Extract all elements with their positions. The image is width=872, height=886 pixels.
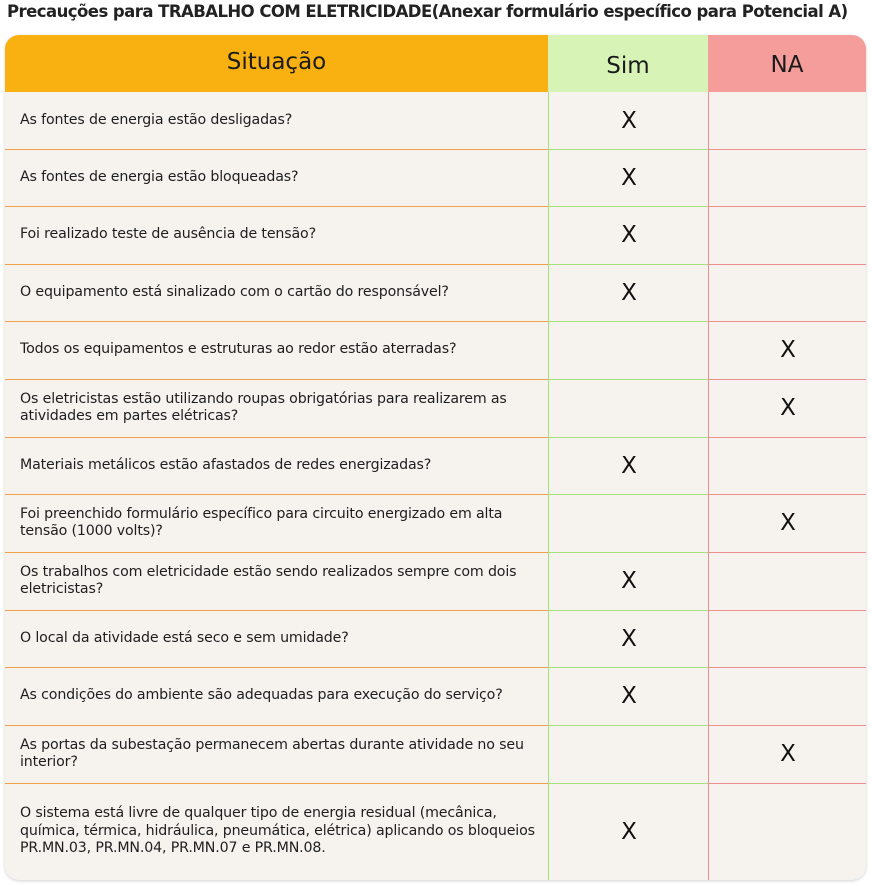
na-mark xyxy=(710,552,866,610)
sim-mark xyxy=(550,725,708,783)
na-mark xyxy=(710,437,866,494)
row-divider xyxy=(5,494,548,495)
question-text: Os trabalhos com eletricidade estão sendo realizados sempre com dois eletricistas? xyxy=(20,563,517,597)
row-divider xyxy=(708,149,866,150)
question-cell xyxy=(20,494,540,552)
question-cell xyxy=(20,379,540,437)
row-divider xyxy=(5,552,548,553)
question-cell xyxy=(20,92,540,149)
row-divider xyxy=(548,264,708,265)
sim-mark xyxy=(550,379,708,437)
row-divider xyxy=(5,437,548,438)
question-cell xyxy=(20,321,540,379)
row-divider xyxy=(5,321,548,322)
table-row xyxy=(5,379,866,437)
row-divider xyxy=(708,206,866,207)
table-row xyxy=(5,206,866,264)
row-divider xyxy=(708,667,866,668)
table-row xyxy=(5,437,866,494)
question-cell xyxy=(20,149,540,206)
na-mark xyxy=(710,783,866,880)
row-divider xyxy=(548,149,708,150)
row-divider xyxy=(548,610,708,611)
column-header-situacao: Situação xyxy=(5,35,548,92)
row-divider xyxy=(708,610,866,611)
row-divider xyxy=(708,379,866,380)
row-divider xyxy=(548,667,708,668)
sim-mark xyxy=(550,494,708,552)
row-divider xyxy=(5,667,548,668)
row-divider xyxy=(708,264,866,265)
question-cell xyxy=(20,725,540,783)
row-divider xyxy=(5,206,548,207)
na-mark: X xyxy=(780,741,796,767)
sim-mark: X xyxy=(621,625,637,652)
question-cell xyxy=(20,206,540,264)
sim-mark: X xyxy=(621,107,637,134)
question-text: O equipamento está sinalizado com o cartão do responsável? xyxy=(20,283,449,300)
row-divider xyxy=(5,379,548,380)
na-mark: X xyxy=(780,395,796,421)
row-divider xyxy=(548,321,708,322)
question-cell xyxy=(20,610,540,667)
table-row xyxy=(5,321,866,379)
na-mark xyxy=(710,149,866,206)
question-text: O local da atividade está seco e sem umidade? xyxy=(20,629,349,646)
question-cell xyxy=(20,552,540,610)
question-text: As condições do ambiente são adequadas para execução do serviço? xyxy=(20,687,503,704)
column-header-na: NA xyxy=(708,35,866,92)
table-row xyxy=(5,494,866,552)
na-mark: X xyxy=(780,510,796,536)
question-cell xyxy=(20,264,540,321)
sim-mark: X xyxy=(621,683,637,709)
row-divider xyxy=(548,379,708,380)
question-cell xyxy=(20,667,540,725)
na-mark xyxy=(710,610,866,667)
row-divider xyxy=(708,783,866,784)
table-row xyxy=(5,264,866,321)
row-divider xyxy=(708,552,866,553)
sim-mark xyxy=(550,321,708,379)
column-header-sim: Sim xyxy=(548,35,708,92)
sim-mark: X xyxy=(621,222,637,248)
row-divider xyxy=(548,494,708,495)
page-title: Precauções para TRABALHO COM ELETRICIDADE(Anexar formulário específico para Potencial A) xyxy=(7,2,848,21)
question-text: As fontes de energia estão desligadas? xyxy=(20,111,293,128)
row-divider xyxy=(548,206,708,207)
table-row xyxy=(5,667,866,725)
row-divider xyxy=(5,783,548,784)
row-divider xyxy=(5,149,548,150)
sim-mark: X xyxy=(621,452,637,479)
row-divider xyxy=(548,783,708,784)
question-text: Foi realizado teste de ausência de tensão? xyxy=(20,226,316,243)
question-text: Os eletricistas estão utilizando roupas obrigatórias para realizarem as atividades em partes elétricas? xyxy=(20,390,507,424)
na-mark: X xyxy=(780,337,796,363)
sim-mark: X xyxy=(621,164,637,191)
na-mark xyxy=(710,206,866,264)
table-row xyxy=(5,552,866,610)
question-text: Materiais metálicos estão afastados de redes energizadas? xyxy=(20,456,432,473)
question-text: O sistema está livre de qualquer tipo de energia residual (mecânica, química, térmica, hidráulica, pneumática, elétrica) aplicando os bloqueios PR.MN.03, PR.MN.04, PR.MN.07 e PR.MN.08. xyxy=(20,805,535,857)
row-divider xyxy=(548,437,708,438)
table-row xyxy=(5,610,866,667)
table-row xyxy=(5,149,866,206)
question-text: As portas da subestação permanecem abertas durante atividade no seu interior? xyxy=(20,736,524,770)
question-text: Todos os equipamentos e estruturas ao redor estão aterradas? xyxy=(20,341,457,358)
row-divider xyxy=(708,725,866,726)
question-cell xyxy=(20,437,540,494)
na-mark xyxy=(710,264,866,321)
table-row xyxy=(5,725,866,783)
row-divider xyxy=(708,437,866,438)
row-divider xyxy=(5,610,548,611)
row-divider xyxy=(548,552,708,553)
table-row xyxy=(5,92,866,149)
row-divider xyxy=(548,725,708,726)
sim-mark: X xyxy=(621,818,637,845)
sim-mark: X xyxy=(621,568,637,594)
question-text: As fontes de energia estão bloqueadas? xyxy=(20,168,299,185)
row-divider xyxy=(5,725,548,726)
table-row xyxy=(5,783,866,880)
checklist-table xyxy=(5,35,866,880)
question-text: Foi preenchido formulário específico para circuito energizado em alta tensão (1000 volts)? xyxy=(20,505,503,539)
sim-mark: X xyxy=(621,279,637,306)
question-cell xyxy=(20,783,540,880)
row-divider xyxy=(708,321,866,322)
na-mark xyxy=(710,667,866,725)
na-mark xyxy=(710,92,866,149)
row-divider xyxy=(5,264,548,265)
row-divider xyxy=(708,494,866,495)
